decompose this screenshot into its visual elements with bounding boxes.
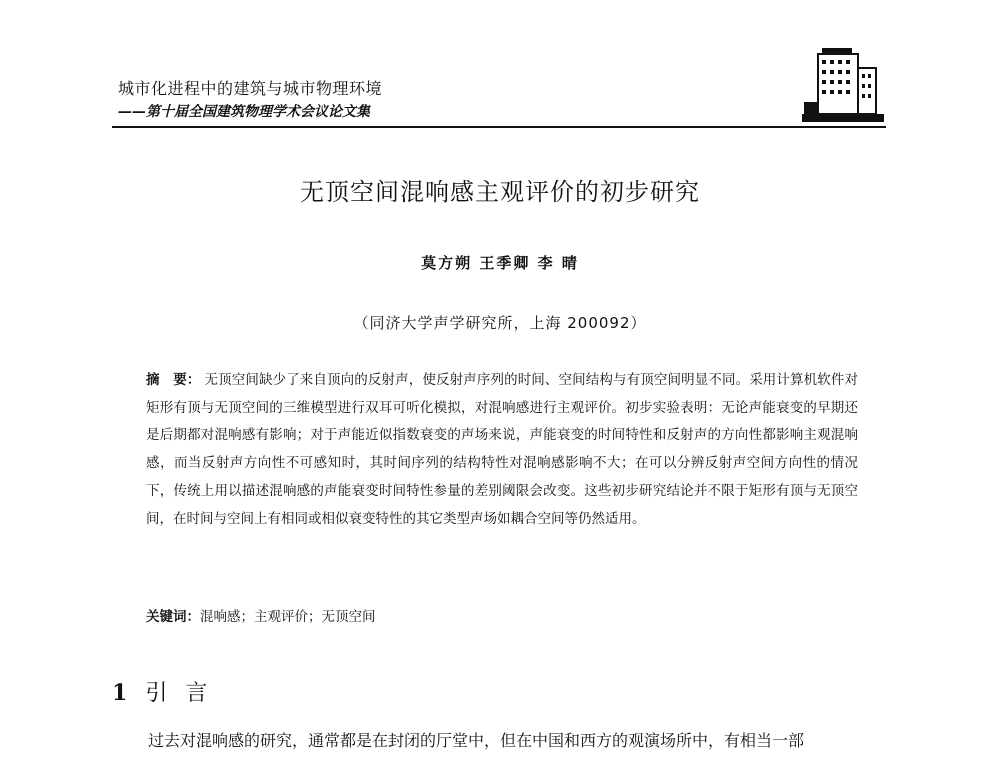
section-number: 1: [112, 680, 128, 706]
building-logo-icon: [800, 40, 886, 126]
section-title: 引言: [145, 681, 226, 706]
header-divider: [112, 126, 886, 128]
paper-authors: 莫方朔 王季卿 李 晴: [421, 254, 579, 272]
keywords-text: 混响感；主观评价；无顶空间: [200, 609, 376, 625]
intro-paragraph: 过去对混响感的研究，通常都是在封闭的厅堂中，但在中国和西方的观演场所中，有相当一部: [148, 731, 805, 750]
abstract-label: 摘 要：: [146, 372, 201, 388]
section-heading: [112, 676, 225, 707]
conference-subtitle: ——第十届全国建筑物理学术会议论文集: [118, 104, 370, 120]
abstract: [146, 367, 858, 533]
paper-affiliation: （同济大学声学研究所，上海 200092）: [353, 314, 647, 332]
keywords-label: 关键词：: [146, 609, 200, 625]
abstract-text: 无顶空间缺少了来自顶向的反射声，使反射声序列的时间、空间结构与有顶空间明显不同。采用计算机软件对矩形有顶与无顶空间的三维模型进行双耳可听化模拟，对混响感进行主观评价。初步实验表明：无论声能衰变的早期还是后期都对混响感有影响；对于声能近似指数衰变的声场来说，声能衰变的时间特性和反射声的方向性都影响主观混响感，而当反射声方向性不可感知时，其时间序列的结构特性对混响感影响不大；在可以分辨反射声空间方向性的情况下，传统上用以描述混响感的声能衰变时间特性参量的差别阈限会改变。这些初步研究结论并不限于矩形有顶与无顶空间，在时间与空间上有相同或相似衰变特性的其它类型声场如耦合空间等仍然适用。: [146, 372, 859, 527]
series-title: 城市化进程中的建筑与城市物理环境: [118, 79, 383, 98]
keywords: [146, 607, 858, 627]
paper-title: 无顶空间混响感主观评价的初步研究: [300, 178, 700, 206]
